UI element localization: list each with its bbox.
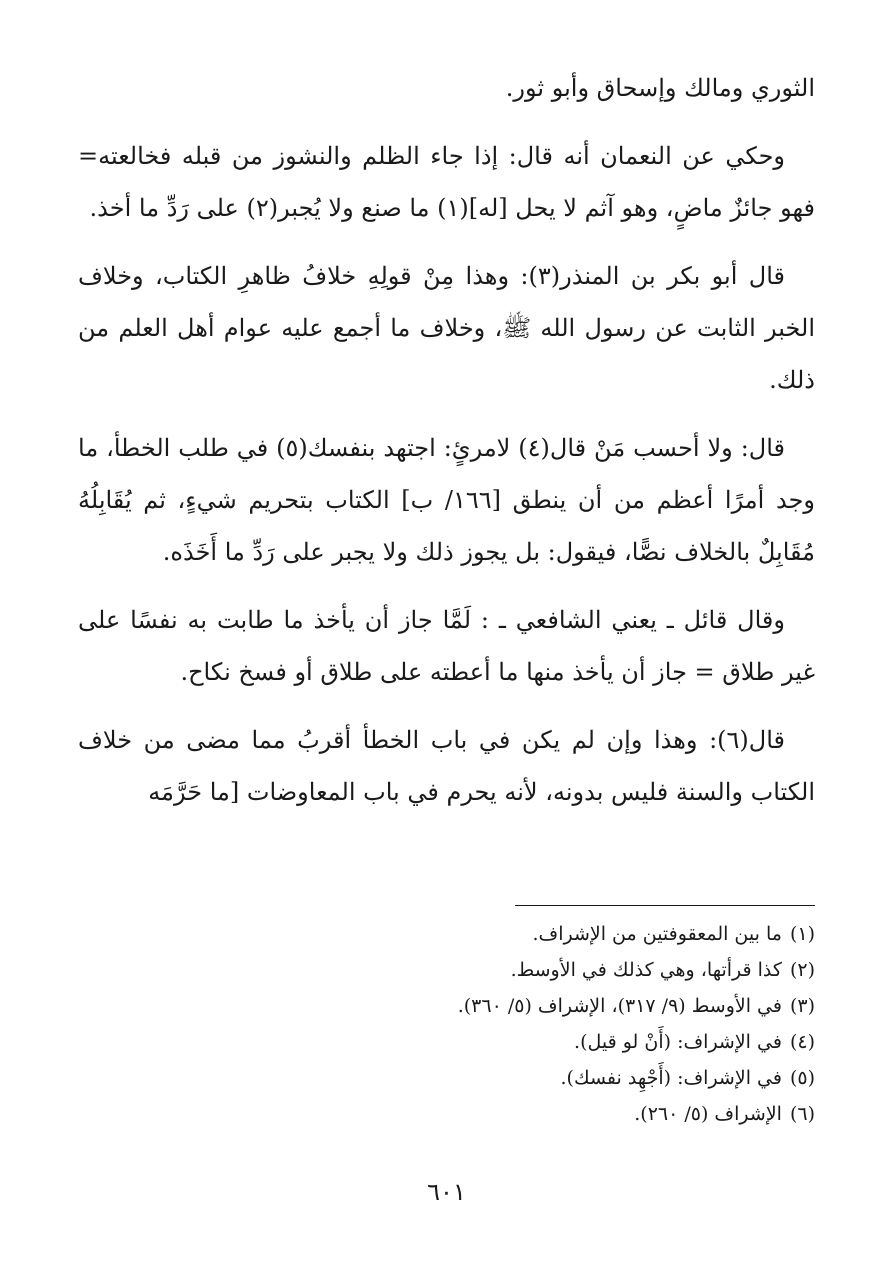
footnote-text: في الإشراف: (أَجْهِد نفسك). <box>560 1067 782 1089</box>
footnote-number: (٣) <box>789 995 815 1017</box>
paragraph-4: قال: ولا أحسب مَنْ قال(٤) لامرئٍ: اجتهد بنفسك(٥) في طلب الخطأ، ما وجد أمرًا أعظم من أن ينطق [١٦٦/ ب] الكتاب بتحريم شيءٍ، ثم يُقَابِلُهُ مُقَابِلٌ بالخلاف نصًّا، فيقول: بل يجوز ذلك ولا يجبر على رَدِّ ما أَخَذَه. <box>78 434 815 566</box>
footnotes <box>78 905 815 1132</box>
page-number: ٦٠١ <box>427 1178 466 1206</box>
paragraph-2: وحكي عن النعمان أنه قال: إذا جاء الظلم والنشوز من قبله فخالعته= فهو جائزٌ ماضٍ، وهو آثم لا يحل [له](١) ما صنع ولا يُجبر(٢) على رَدِّ ما أخذ. <box>78 142 815 222</box>
footnote-1 <box>78 916 815 952</box>
paragraph-5: وقال قائل ـ يعني الشافعي ـ : لَمَّا جاز أن يأخذ ما طابت به نفسًا على غير طلاق = جاز أن يأخذ منها ما أعطته على طلاق أو فسخ نكاح. <box>78 606 815 686</box>
footnote-number: (٢) <box>789 959 815 981</box>
paragraph-1: الثوري ومالك وإسحاق وأبو ثور. <box>505 74 815 102</box>
main-text <box>78 62 815 834</box>
paragraph-6: قال(٦): وهذا وإن لم يكن في باب الخطأ أقربُ مما مضى من خلاف الكتاب والسنة فليس بدونه، لأنه يحرم في باب المعاوضات [ما حَرَّمَه <box>78 726 815 806</box>
footnote-number: (١) <box>789 923 815 945</box>
footnote-text: ما بين المعقوفتين من الإشراف. <box>532 923 782 945</box>
footnote-number: (٤) <box>789 1031 815 1053</box>
footnote-4 <box>78 1024 815 1060</box>
paragraph-3: قال أبو بكر بن المنذر(٣): وهذا مِنْ قولِهِ خلافُ ظاهرِ الكتاب، وخلاف الخبر الثابت عن رسول الله ﷺ، وخلاف ما أجمع عليه عوام أهل العلم من ذلك. <box>78 262 815 394</box>
footnote-text: كذا قرأتها، وهي كذلك في الأوسط. <box>510 959 782 981</box>
footnote-6 <box>78 1096 815 1132</box>
footnote-number: (٥) <box>789 1067 815 1089</box>
footnote-text: في الإشراف: (أَنْ لو قيل). <box>574 1031 782 1053</box>
footnote-2 <box>78 952 815 988</box>
footnote-number: (٦) <box>789 1103 815 1125</box>
footnote-text: في الأوسط (٩/ ٣١٧)، الإشراف (٥/ ٣٦٠). <box>457 995 782 1017</box>
footnote-separator <box>515 905 815 906</box>
footnote-3 <box>78 988 815 1024</box>
footnote-text: الإشراف (٥/ ٢٦٠). <box>634 1103 782 1125</box>
footnote-5 <box>78 1060 815 1096</box>
